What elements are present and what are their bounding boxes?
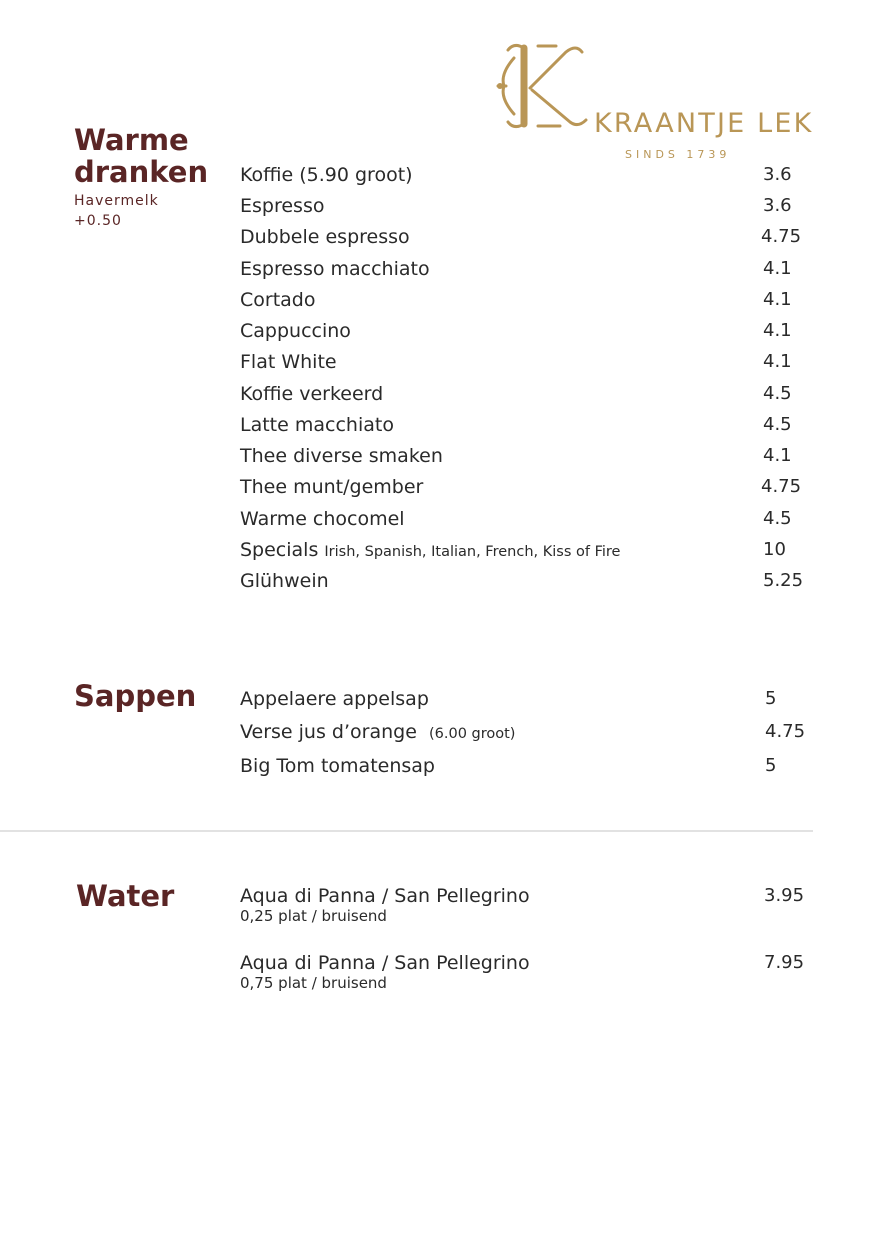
menu-item (240, 224, 802, 250)
item-price: 3.6 (763, 164, 792, 185)
section-title-warm-line1: Warme (74, 123, 189, 157)
brand-name: KRAANTJE LEK (594, 108, 814, 139)
item-name: Flat White (240, 351, 337, 373)
item-name: Espresso macchiato (240, 258, 430, 280)
menu-item (240, 443, 802, 469)
item-price: 5 (765, 755, 777, 776)
item-price: 5 (765, 688, 777, 709)
item-price: 5.25 (763, 570, 804, 591)
menu-item (240, 412, 802, 438)
item-name (240, 537, 620, 565)
item-price: 4.5 (763, 508, 792, 529)
menu-item (240, 753, 802, 779)
item-detail: Irish, Spanish, Italian, French, Kiss of Fire (324, 544, 621, 560)
item-price: 7.95 (764, 952, 805, 973)
menu-item (240, 950, 805, 996)
item-price: 4.1 (763, 289, 792, 310)
item-name: Dubbele espresso (240, 226, 410, 248)
item-price: 4.5 (763, 383, 792, 404)
menu-item (240, 256, 802, 282)
item-price: 4.1 (763, 258, 792, 279)
item-price: 4.1 (763, 351, 792, 372)
item-price: 4.75 (761, 226, 802, 247)
menu-item (240, 318, 802, 344)
item-price: 4.1 (763, 320, 792, 341)
item-price: 10 (763, 539, 786, 560)
menu-item (240, 474, 802, 500)
item-name: Glühwein (240, 570, 329, 592)
item-price: 3.6 (763, 195, 792, 216)
item-name (240, 719, 515, 747)
item-name: Aqua di Panna / San Pellegrino (240, 952, 530, 974)
item-name: Espresso (240, 195, 325, 217)
menu-item (240, 287, 802, 313)
item-name: Cortado (240, 289, 316, 311)
section-title-water: Water (76, 879, 175, 913)
item-name: Latte macchiato (240, 414, 394, 436)
menu-item (240, 193, 802, 219)
item-name-main: Specials (240, 539, 319, 561)
item-name: Thee diverse smaken (240, 445, 443, 467)
item-name-main: Verse jus d’orange (240, 721, 417, 743)
menu-item (240, 506, 802, 532)
section-title-warm-line2: dranken (74, 155, 209, 189)
section-divider (0, 830, 813, 832)
menu-item (240, 719, 806, 745)
item-name: Warme chocomel (240, 508, 405, 530)
brand-logo (494, 38, 814, 161)
item-name: Cappuccino (240, 320, 351, 342)
monogram-icon (494, 38, 594, 134)
item-price: 4.75 (765, 721, 806, 742)
item-name: Big Tom tomatensap (240, 755, 435, 777)
item-price: 3.95 (764, 885, 805, 906)
item-price: 4.5 (763, 414, 792, 435)
item-name: Thee munt/gember (240, 476, 424, 498)
menu-item (240, 381, 802, 407)
item-name: Koffie (5.90 groot) (240, 164, 413, 186)
section-title-warm (74, 124, 208, 188)
oat-milk-note (74, 191, 159, 231)
menu-item (240, 162, 802, 188)
oat-milk-label: Havermelk (74, 193, 159, 209)
item-name: Appelaere appelsap (240, 688, 429, 710)
item-detail: (6.00 groot) (428, 726, 516, 742)
item-price: 4.75 (761, 476, 802, 497)
item-price: 4.1 (763, 445, 792, 466)
section-title-juices: Sappen (74, 679, 197, 713)
menu-item (240, 568, 802, 594)
menu-item (240, 537, 802, 563)
item-subtitle: 0,25 plat / bruisend (240, 907, 387, 925)
item-name: Aqua di Panna / San Pellegrino (240, 885, 530, 907)
item-name: Koffie verkeerd (240, 383, 384, 405)
menu-item (240, 883, 805, 929)
item-subtitle: 0,75 plat / bruisend (240, 974, 387, 992)
oat-milk-price: +0.50 (74, 213, 122, 229)
brand-since: SINDS 1739 (625, 148, 731, 161)
menu-item (240, 349, 802, 375)
menu-item (240, 686, 802, 712)
